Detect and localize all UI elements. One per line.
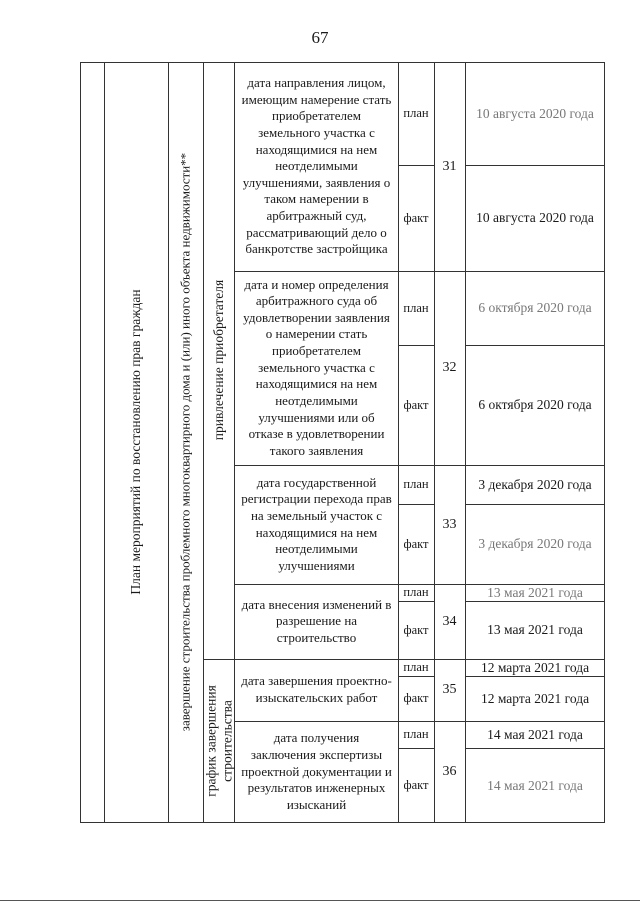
row-description: дата и номер определения арбитражного суда об удовлетворении заявления о намерении стать приобретателем земельного участка с находящимися на нем неотделимыми улучшениями или об отказе в удовлетворении такого заявления (243, 276, 390, 458)
row-description: дата государственной регистрации перехода прав на земельный участок с находящимися на нем неотделимыми улучшениями (241, 474, 392, 573)
fact-date: 13 мая 2021 года (487, 622, 583, 637)
plan-label: план (403, 300, 429, 315)
col-divider (168, 62, 169, 823)
fact-label: факт (403, 778, 429, 792)
row-description: дата направления лицом, имеющим намерение стать приобретателем земельного участка с находящимися на нем неотделимыми улучшениями, заявления о таком намерении в арбитражный суд, рассматривающий дело о банкротстве застройщика (241, 75, 392, 257)
fact-label: факт (403, 210, 429, 225)
plan-label: план (403, 727, 429, 741)
plan-label: план (403, 106, 429, 120)
fact-label: факт (403, 536, 429, 551)
attract-title: привлечение приобретателя (211, 279, 227, 441)
completion-title: завершение строительства проблемного многоквартирного дома и (или) иного объекта недвижимости** (177, 152, 193, 732)
row-number: 31 (442, 158, 457, 174)
row-number: 34 (442, 613, 457, 629)
plan-label: план (403, 477, 429, 491)
fact-label: факт (403, 691, 429, 705)
fact-label: факт (403, 622, 429, 637)
row-number: 32 (442, 360, 457, 375)
section-divider (203, 659, 234, 660)
row-description: дата внесения изменений в разрешение на строительство (241, 596, 392, 645)
plan-date: 14 мая 2021 года (487, 726, 583, 742)
plan-date: 13 мая 2021 года (487, 584, 583, 600)
fact-date: 14 мая 2021 года (487, 777, 583, 793)
plan-label: план (403, 660, 429, 674)
plan-date: 6 октября 2020 года (478, 300, 592, 315)
fact-date: 6 октября 2020 года (478, 397, 592, 412)
row-number: 35 (442, 682, 457, 697)
fact-date: 3 декабря 2020 года (478, 536, 592, 551)
plan-date: 10 августа 2020 года (476, 105, 594, 121)
row-number: 33 (442, 516, 457, 532)
row-description: дата завершения проектно-изыскательских работ (241, 673, 392, 705)
page-number: 67 (311, 28, 329, 47)
col-divider (104, 62, 105, 823)
plan-date: 3 декабря 2020 года (478, 476, 592, 492)
plan-label: план (403, 585, 429, 599)
plan-title: План мероприятий по восстановлению прав граждан (128, 289, 144, 595)
fact-label: факт (403, 397, 429, 412)
row-description: дата получения заключения экспертизы проектной документации и результатов инженерных изысканий (241, 730, 392, 812)
fact-date: 10 августа 2020 года (476, 210, 594, 225)
schedule-title: график завершения строительства (203, 685, 234, 797)
plan-date: 12 марта 2021 года (480, 659, 590, 675)
page-bottom-line (0, 900, 640, 901)
fact-date: 12 марта 2021 года (480, 690, 590, 706)
row-number: 36 (442, 764, 457, 779)
